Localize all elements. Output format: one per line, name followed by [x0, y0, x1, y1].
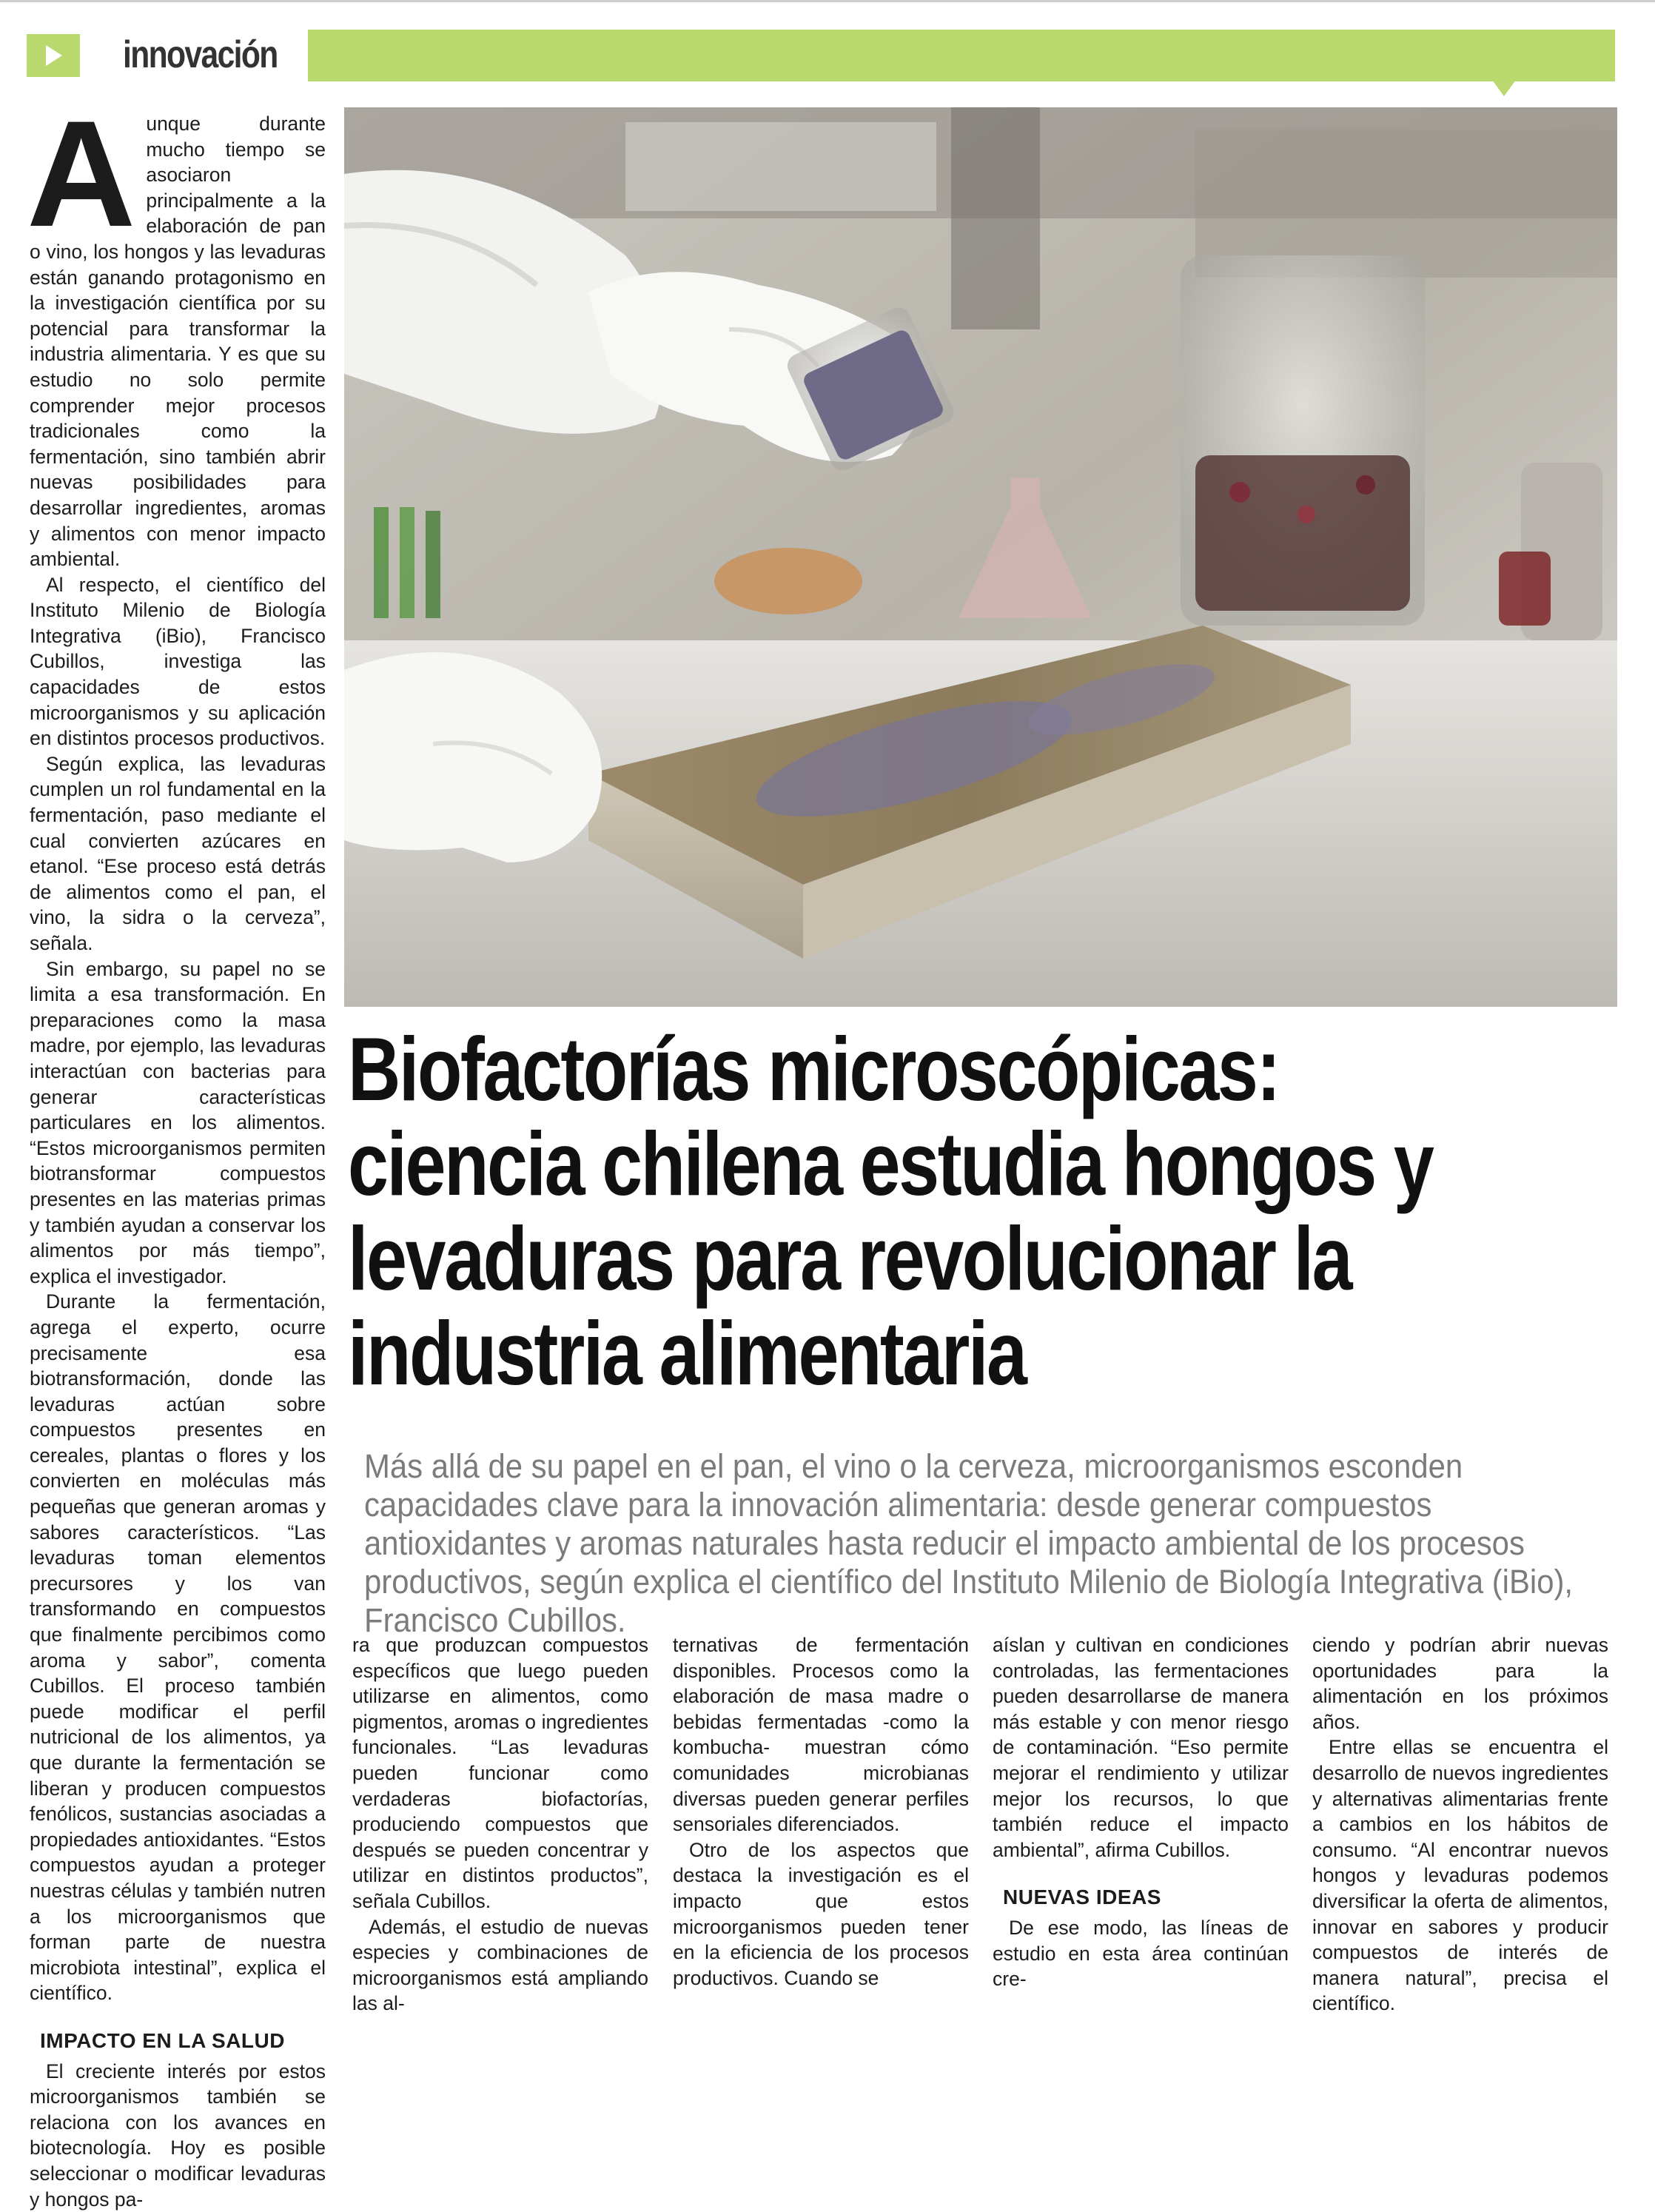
body-column-3 — [673, 1632, 969, 2002]
paragraph: De ese modo, las líneas de estudio en esta área continúan cre- — [993, 1916, 1289, 1991]
paragraph: ciendo y podrían abrir nuevas oportunidades para la alimentación en los próximos años. — [1312, 1634, 1608, 1733]
left-column — [27, 90, 326, 2211]
section-label: innovación — [123, 33, 278, 76]
body-column-4 — [993, 1632, 1289, 2002]
paragraph: Según explica, las levaduras cumplen un rol fundamental en la fermentación, paso mediante el cual convierten azúcares en etanol. “Ese proceso está detrás de alimentos como el pan, el vino, la sidra o la cerveza”, señala. — [30, 752, 326, 954]
paragraph: Otro de los aspectos que destaca la investigación es el impacto que estos microorganismos pueden tener en la eficiencia de los procesos productivos. Cuando se — [673, 1838, 969, 1989]
paragraph: El creciente interés por estos microorganismos también se relaciona con los avances en biotecnología. Hoy es posible seleccionar o modificar levaduras y hongos pa- — [30, 2059, 326, 2211]
section-notch — [1492, 80, 1516, 96]
drop-cap: A — [27, 90, 136, 258]
body-column-2 — [352, 1632, 648, 2015]
paragraph: aíslan y cultivan en condiciones controladas, las fermentaciones pueden desarrollarse de manera más estable y con menor riesgo de contaminación. “Eso permite mejorar el rendimiento y utilizar mejor los recursos, lo que también reduce el impacto ambiental”, afirma Cubillos. — [993, 1634, 1289, 1861]
paragraph: Además, el estudio de nuevas especies y combinaciones de microorganismos está ampliando las al- — [352, 1915, 648, 2015]
paragraph: Durante la fermentación, agrega el experto, ocurre precisamente esa biotransformación, donde las levaduras actúan sobre compuestos presentes en cereales, plantas o flores y los convierten en moléculas más pequeñas que generan aromas y sabores característicos. “Las levaduras toman elementos precursores y los van transformando en compuestos que finalmente percibimos como aroma y sabor”, comenta Cubillos. El proceso también puede modificar el perfil nutricional de los alimentos, ya que durante la fermentación se liberan y producen compuestos fenólicos, sustancias asociadas a propiedades antioxidantes. “Estos compuestos ayudan a proteger nuestras células y también nutren a los microorganismos que forman parte de nuestra microbiota intestinal”, explica el científico. — [30, 1290, 326, 2005]
section-green-strip — [308, 30, 1615, 81]
article-photo — [344, 107, 1617, 1007]
subhead-nuevas-ideas: NUEVAS IDEAS — [1003, 1886, 1161, 1909]
headline-line: Biofactorías microscópicas: — [348, 1019, 1279, 1119]
paragraph: Al respecto, el científico del Instituto Milenio de Biología Integrativa (iBio), Francisco Cubillos, investiga las capacidades de estos microorganismos y su aplicación en distintos procesos productivos. — [30, 573, 326, 750]
headline-line: levaduras para revolucionar la — [348, 1208, 1352, 1309]
intro-paragraph — [27, 90, 326, 572]
top-rule — [0, 0, 1655, 2]
headline — [348, 1019, 1433, 1404]
paragraph: Sin embargo, su papel no se limita a esa transformación. En preparaciones como la masa madre, por ejemplo, las levaduras interactúan con bacterias para generar características particulares en los alimentos. “Estos microorganismos permiten biotransformar compuestos presentes en las materias primas y también ayudan a conservar los alimentos por más tiempo”, explica el investigador. — [30, 957, 326, 1287]
paragraph: Entre ellas se encuentra el desarrollo de nuevos ingredientes y alternativas alimentarias frente a cambios en los hábitos de consumo. “Al encontrar nuevos hongos y levaduras podemos diversificar la oferta de alimentos, innovar en sabores y producir compuestos de interés de manera natural”, precisa el científico. — [1312, 1736, 1608, 2015]
body-column-5 — [1312, 1632, 1608, 2015]
paragraph: ra que produzcan compuestos específicos que luego pueden utilizarse en alimentos, como pigmentos, aromas o ingredientes funcionales. “Las levaduras pueden funcionar como verdaderas biofactorías, produciendo compuestos que después se pueden concentrar y utilizar en distintos productos”, señala Cubillos. — [352, 1634, 648, 1912]
intro-text: unque durante mucho tiempo se asociaron principalmente a la elaboración de pan o vino, los hongos y las levaduras están ganando protagonismo en la investigación científica por su potencial para transformar la industria alimentaria. Y es que su estudio no solo permite comprender mejor procesos tradicionales como la fermentación, sino también abrir nuevas posibilidades para desarrollar ingredientes, aromas y alimentos con menor impacto ambiental. — [30, 113, 326, 571]
play-arrow-icon — [27, 34, 80, 77]
headline-line: industria alimentaria — [348, 1303, 1026, 1404]
paragraph: ternativas de fermentación disponibles. Procesos como la elaboración de masa madre o bebidas fermentadas -como la kombucha- muestran cómo comunidades microbianas diversas pueden generar perfiles sensoriales diferenciados. — [673, 1634, 969, 1836]
headline-line: ciencia chilena estudia hongos y — [348, 1113, 1433, 1214]
subhead-impacto-salud: IMPACTO EN LA SALUD — [40, 2028, 285, 2052]
section-header — [27, 30, 1615, 81]
deck-summary: Más allá de su papel en el pan, el vino o la cerveza, microorganismos esconden capacidades clave para la innovación alimentaria: desde generar compuestos antioxidantes y aromas naturales hasta reducir el impacto ambiental de los procesos productivos, según explica el científico del Instituto Milenio de Biología Integrativa (iBio), Francisco Cubillos. — [364, 1447, 1574, 1639]
